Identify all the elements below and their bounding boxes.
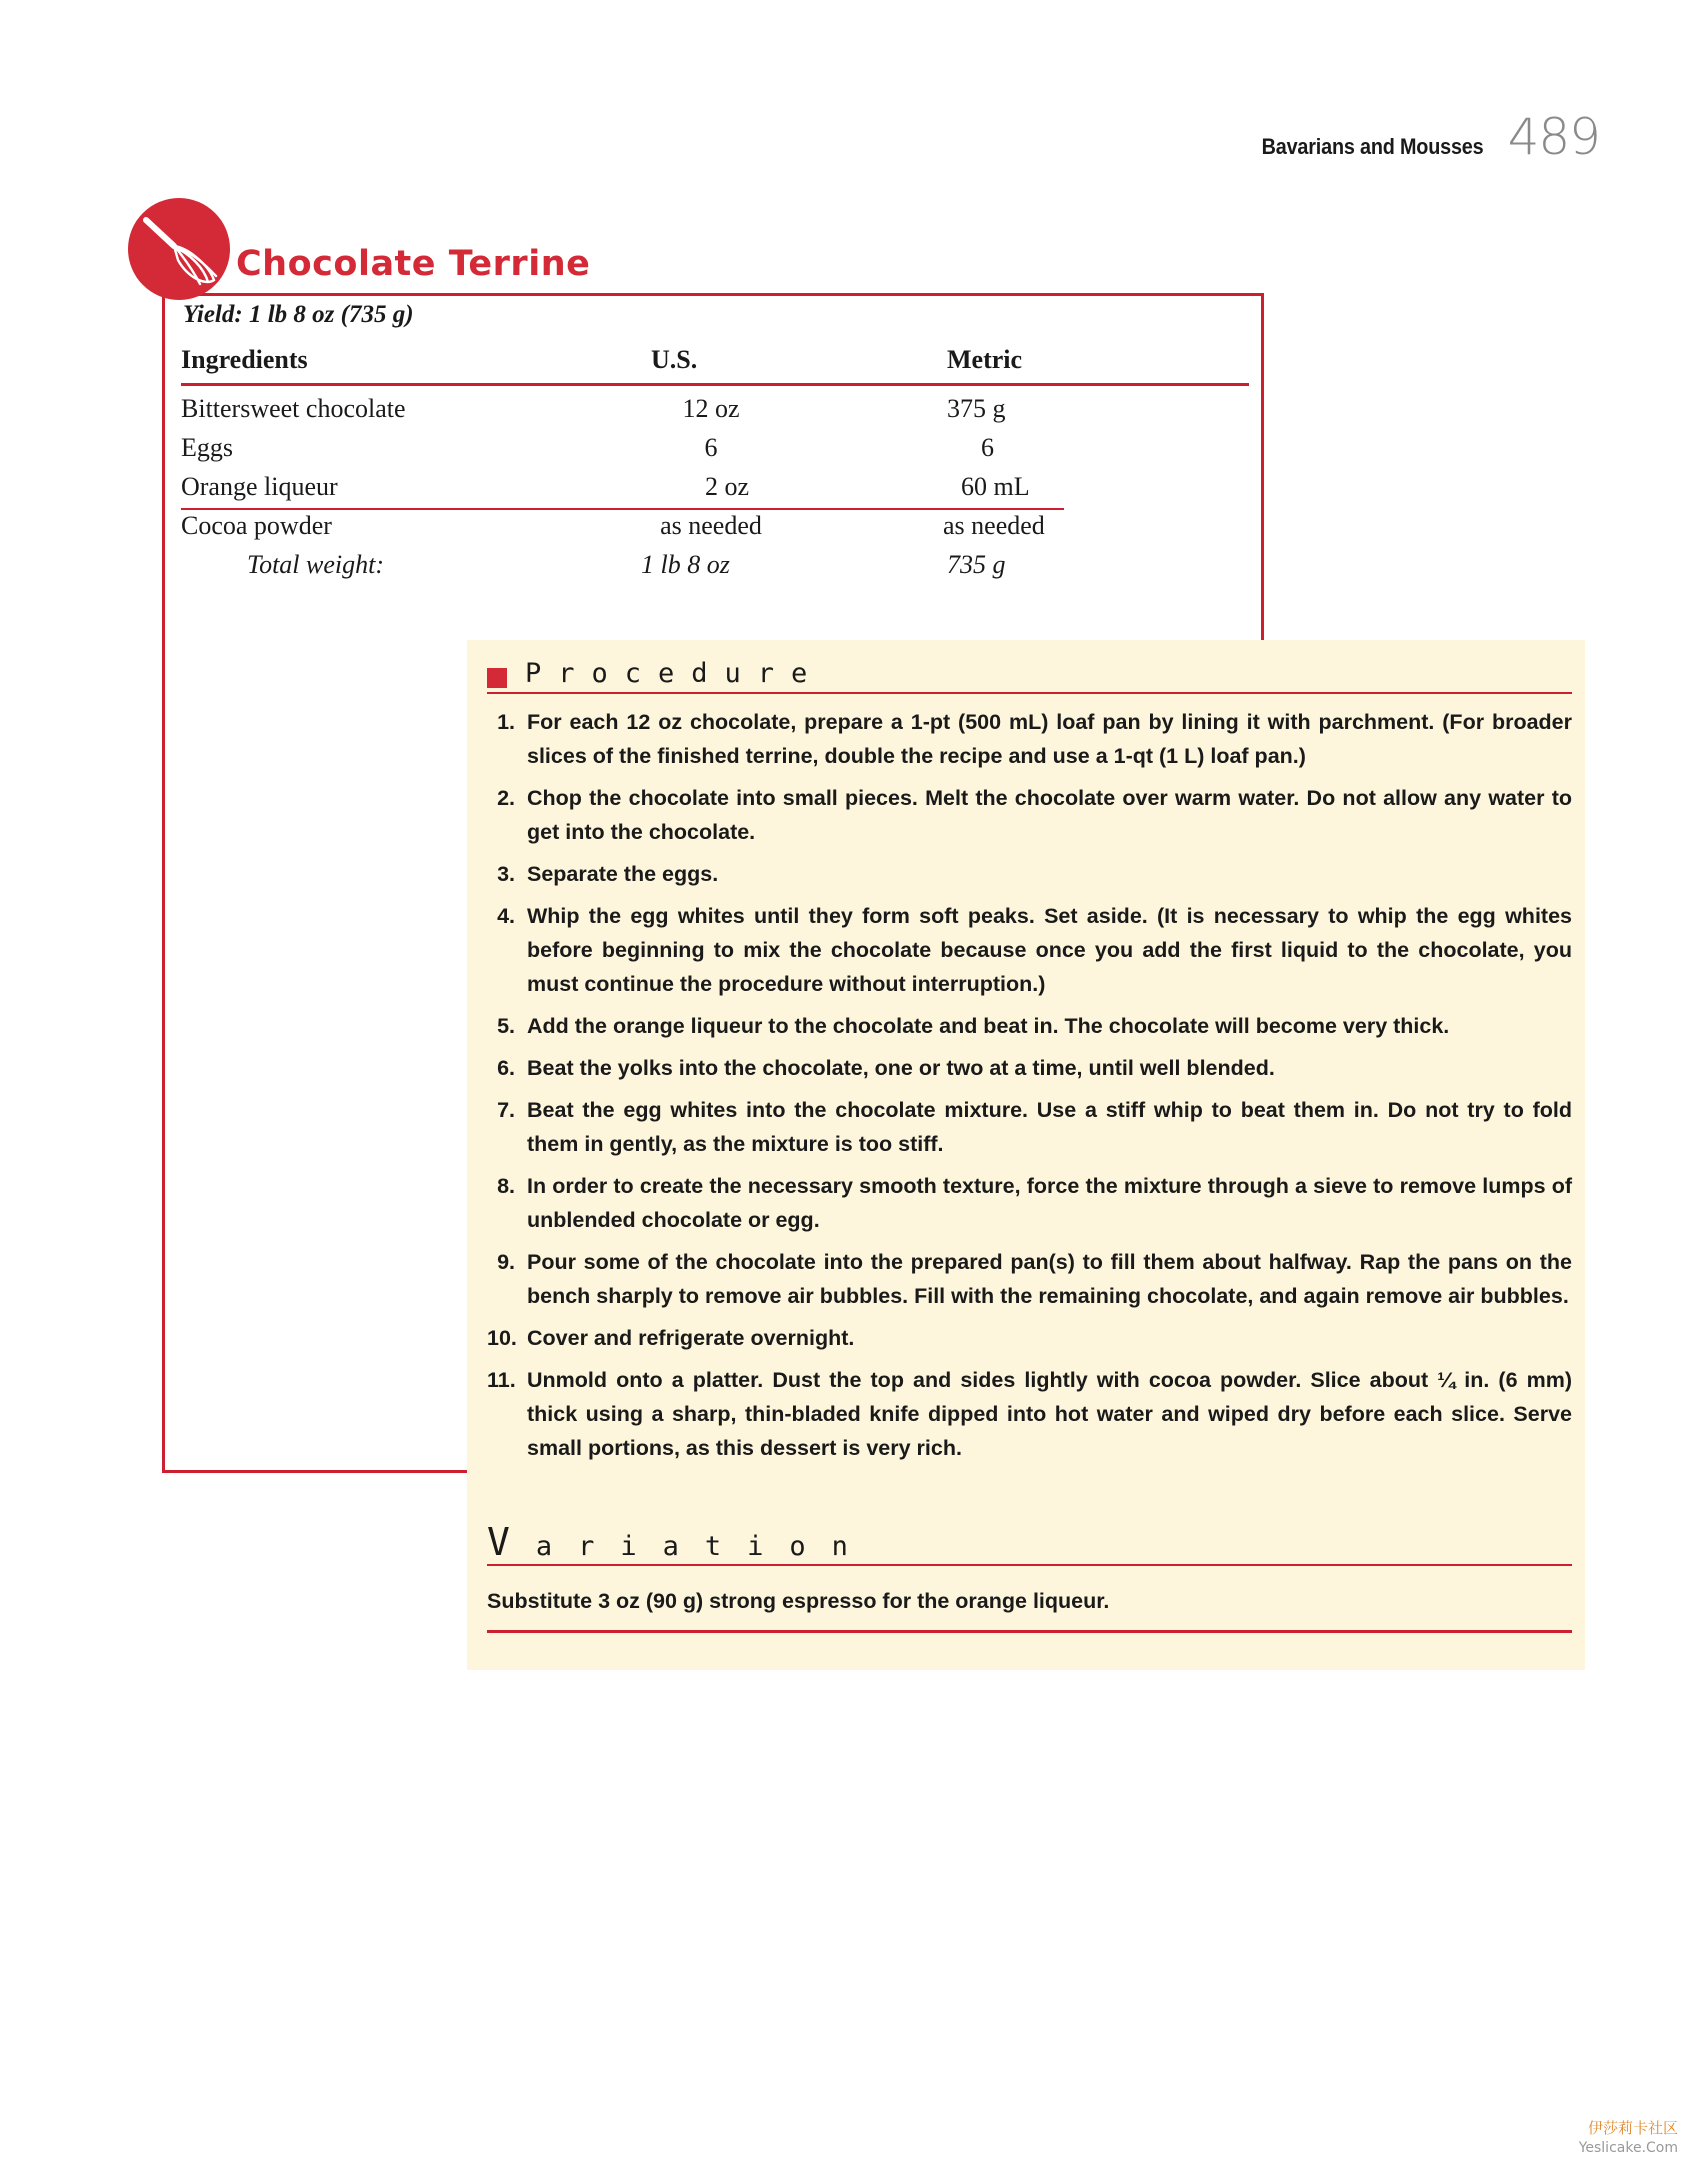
running-header (1050, 108, 1600, 166)
variation-heading (487, 1520, 1572, 1566)
subtotal-rule (181, 508, 1064, 510)
step-number: 5. (497, 1014, 515, 1038)
bullet-square-icon (487, 668, 507, 688)
ingredients-table (181, 390, 1081, 585)
step-number: 9. (497, 1250, 515, 1274)
variation-text: Substitute 3 oz (90 g) strong espresso for the orange liqueur. (487, 1586, 1572, 1633)
procedure-step (487, 1321, 1572, 1355)
column-header-ingredients: Ingredients (181, 345, 308, 374)
procedure-box (467, 640, 1585, 1670)
step-number: 8. (497, 1174, 515, 1198)
whisk-icon (128, 198, 230, 300)
ingredient-name: Orange liqueur (181, 472, 338, 501)
step-number: 1. (497, 710, 515, 734)
step-number: 7. (497, 1098, 515, 1122)
procedure-step (487, 781, 1572, 849)
section-name: Bavarians and Mousses (1261, 134, 1484, 159)
ingredient-row (181, 390, 1081, 429)
ingredient-name: Bittersweet chocolate (181, 394, 406, 423)
total-weight-us: 1 lb 8 oz (641, 550, 730, 579)
procedure-step (487, 1093, 1572, 1161)
total-weight-label: Total weight: (247, 550, 385, 579)
ingredient-metric: 375 g (947, 394, 1006, 423)
ingredient-name: Cocoa powder (181, 511, 332, 540)
ingredient-row (181, 507, 1081, 546)
ingredient-row (181, 468, 1081, 507)
step-number: 3. (497, 862, 515, 886)
step-text: Chop the chocolate into small pieces. Melt the chocolate over warm water. Do not allow any water to get into the chocolate. (527, 786, 1572, 844)
step-text: Pour some of the chocolate into the prepared pan(s) to fill them about halfway. Rap the pans on the bench sharply to remove air bubbles. Fill with the remaining chocolate, and again remove air bubbles. (527, 1250, 1572, 1308)
step-text: Beat the yolks into the chocolate, one or two at a time, until well blended. (527, 1056, 1275, 1080)
procedure-step (487, 1363, 1572, 1465)
total-weight-metric: 735 g (947, 550, 1006, 579)
step-text: In order to create the necessary smooth texture, force the mixture through a sieve to remove lumps of unblended chocolate or egg. (527, 1174, 1572, 1232)
recipe-yield: Yield: 1 lb 8 oz (735 g) (183, 301, 414, 328)
ingredient-us: 2 oz (704, 472, 750, 501)
watermark-line-2: Yeslicake.Com (1578, 2140, 1678, 2156)
recipe-title: Chocolate Terrine (236, 244, 591, 284)
step-number: 10. (487, 1326, 517, 1350)
procedure-step (487, 705, 1572, 773)
ingredient-us: 6 (704, 433, 718, 462)
column-header-metric: Metric (947, 345, 1023, 374)
procedure-step (487, 1245, 1572, 1313)
step-number: 2. (497, 786, 515, 810)
procedure-steps (487, 705, 1572, 1473)
procedure-step (487, 857, 1572, 891)
step-text: Separate the eggs. (527, 862, 719, 886)
ingredient-metric: 60 mL (961, 472, 1030, 501)
total-weight-row (181, 546, 1081, 585)
ingredient-row (181, 429, 1081, 468)
ingredient-metric: 6 (981, 433, 994, 462)
step-text: Cover and refrigerate overnight. (527, 1326, 855, 1350)
step-text: Whip the egg whites until they form soft peaks. Set aside. (It is necessary to whip the egg whites before beginning to mix the chocolate because once you add the first liquid to the chocolate, you must continue the procedure without interruption.) (527, 904, 1572, 996)
ingredient-metric: as needed (943, 511, 1045, 540)
ingredient-us: 12 oz (682, 394, 740, 423)
procedure-heading (487, 660, 1572, 694)
procedure-step (487, 1169, 1572, 1237)
variation-heading-text: Variation (487, 1520, 874, 1564)
procedure-step (487, 1009, 1572, 1043)
watermark (1579, 2118, 1678, 2158)
step-number: 6. (497, 1056, 515, 1080)
step-number: 11. (487, 1368, 516, 1392)
step-text: For each 12 oz chocolate, prepare a 1-pt (500 mL) loaf pan by lining it with parchment. (For broader slices of the finished terrine, double the recipe and use a 1-qt (1 L) loaf pan.) (527, 710, 1572, 768)
procedure-heading-text: Procedure (525, 658, 825, 689)
page-number: 489 (1507, 108, 1600, 166)
column-header-us: U.S. (651, 345, 698, 374)
ingredient-us: as needed (660, 511, 762, 540)
ingredient-name: Eggs (181, 433, 233, 462)
step-text: Add the orange liqueur to the chocolate and beat in. The chocolate will become very thick. (527, 1014, 1450, 1038)
step-text: Beat the egg whites into the chocolate mixture. Use a stiff whip to beat them in. Do not try to fold them in gently, as the mixture is too stiff. (527, 1098, 1572, 1156)
procedure-step (487, 899, 1572, 1001)
ingredients-table-header (181, 343, 1249, 386)
step-number: 4. (497, 904, 515, 928)
watermark-line-1: 伊莎莉卡社区 (1587, 2119, 1678, 2137)
procedure-step (487, 1051, 1572, 1085)
step-text: Unmold onto a platter. Dust the top and sides lightly with cocoa powder. Slice about ¼ in. (6 mm) thick using a sharp, thin-bladed knife dipped into hot water and wiped dry before each slice. Serve small portions, as this dessert is very rich. (527, 1368, 1572, 1460)
